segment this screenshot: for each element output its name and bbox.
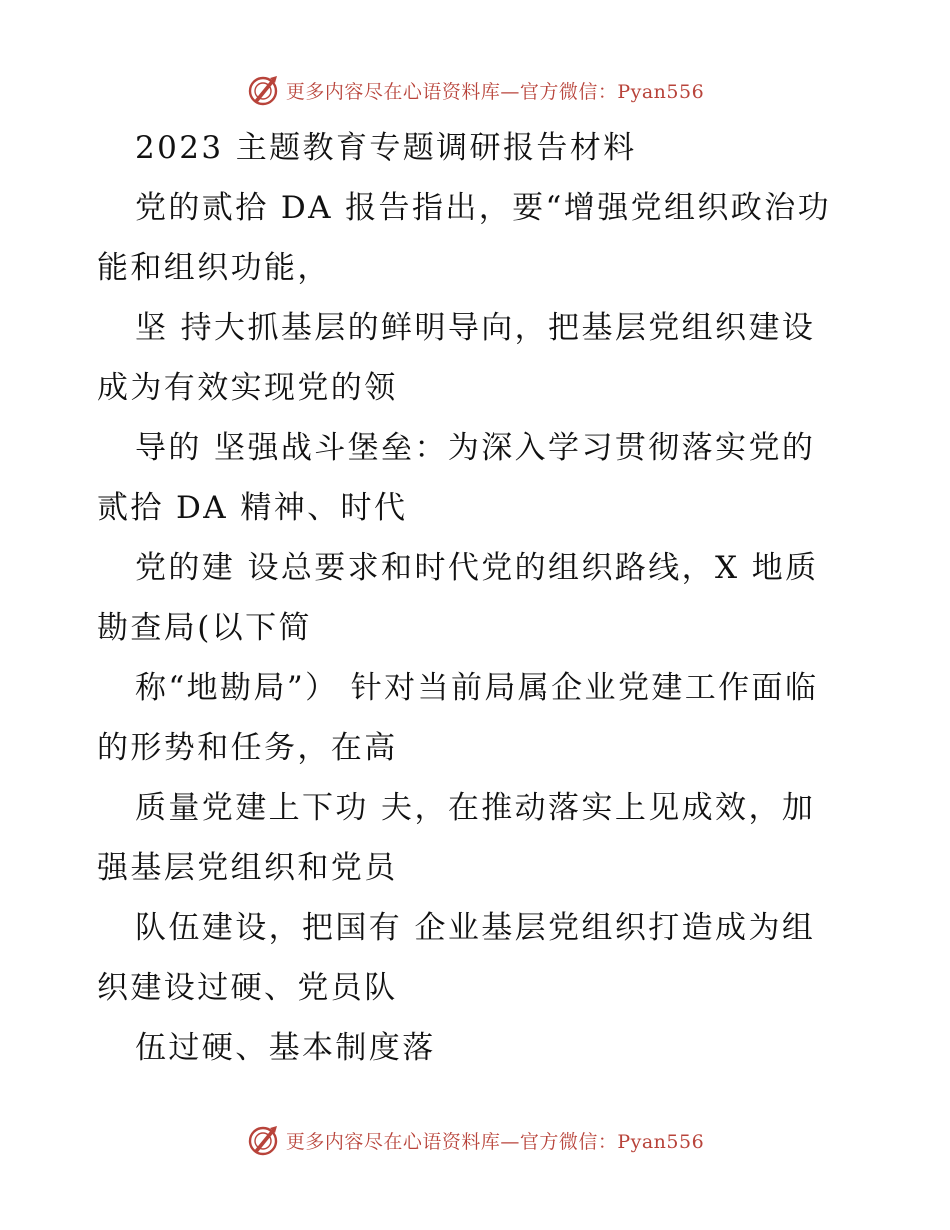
text-line: 织建设过硬、党员队 [97,970,398,1006]
text-line: 党的贰拾 DA 报告指出，要“增强党组织政治功 [135,190,831,226]
text-line: 队伍建设，把国有 企业基层党组织打造成为组 [135,910,816,946]
quill-seal-logo-icon [246,73,280,107]
watermark-text: 更多内容尽在心语资料库—官方微信：Pyan556 [285,80,705,103]
document-title: 2023 主题教育专题调研报告材料 [135,130,637,166]
paragraph-lines [97,178,857,1078]
text-line: 的形势和任务，在高 [97,730,398,766]
text-line: 成为有效实现党的领 [97,370,398,406]
text-line: 导的 坚强战斗堡垒：为深入学习贯彻落实党的 [135,430,816,466]
text-line: 勘查局(以下简 [97,610,312,646]
watermark-text: 更多内容尽在心语资料库—官方微信：Pyan556 [285,1130,705,1153]
header-watermark [0,70,950,110]
text-line: 强基层党组织和党员 [97,850,398,886]
text-line: 坚 持大抓基层的鲜明导向，把基层党组织建设 [135,310,816,346]
quill-seal-logo-icon [246,1123,280,1157]
text-line: 贰拾 DA 精神、时代 [97,490,408,526]
text-line: 党的建 设总要求和时代党的组织路线，X 地质 [135,550,819,586]
text-line: 能和组织功能， [97,250,331,286]
text-line: 伍过硬、基本制度落 [135,1030,436,1066]
document-body [97,118,857,1078]
text-line: 称“地勘局”） 针对当前局属企业党建工作面临 [135,670,819,706]
text-line: 质量党建上下功 夫，在推动落实上见成效，加 [135,790,816,826]
footer-watermark [0,1120,950,1160]
